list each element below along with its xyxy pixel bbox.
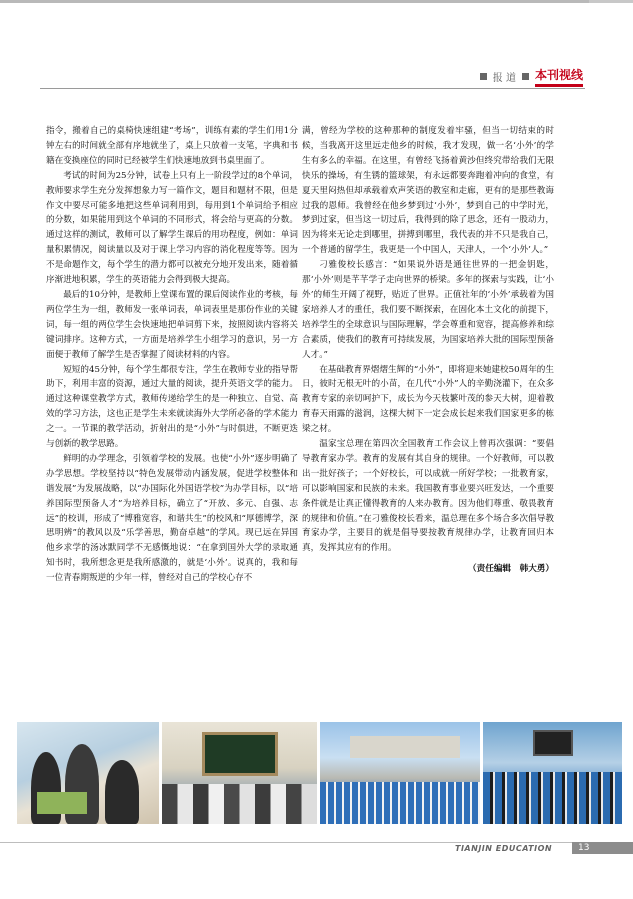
- paragraph: 指令，搬着自己的桌椅快速组建“考场”，训练有素的学生们用1分钟左右的时间就全部有序地就坐了，桌上只放着一支笔，字典和书籍在变换座位的同时已经被学生们快速地放到书桌里面了。: [46, 126, 298, 166]
- photo-classroom: [162, 722, 317, 824]
- corner-mark: [589, 0, 633, 3]
- paragraph: 鲜明的办学理念，引领着学校的发展。也使“小外”逐步明确了办学思想。学校坚持以“特色发展带动内涵发展，促进学校整体和谐发展”为发展战略，以“办国际化外国语学校”为办学目标，以“培养国际型预备人才”为培养目标，确立了“开放、多元、自强、志远”的校训，形成了“博雅宽容，和谐共生”的校风和“厚德博学，深思明辨”的教风以及“乐学善思，勤奋卓越”的学风。现已远在异国他乡求学的汤冰默同学不无感慨地说：“在拿到国外大学的录取通知书时，我所想念更是我所感激的，就是‘小外’。说真的，我和每一位青春期叛逆的少年一样，曾经对自己的学校心存不: [46, 453, 298, 584]
- paragraph: 考试的时间为25分钟，试卷上只有上一阶段学过的8个单词，教师要求学生充分发挥想象力写一篇作文，题目和题材不限，但是作文中要尽可能多地把这些单词利用到，每用到1个单词给予相应的分数，如果能用到这个单词的不同形式，将会给与更高的分数。通过这样的测试，教师可以了解学生课后的用功程度，例如：单词量积累情况，阅读量以及对于课上学习内容的消化程度等等。因为不是命题作文，每个学生的潜力都可以被充分地开发出来，随着循序渐进地积累，学生的英语能力会得到极大提高。: [46, 170, 298, 286]
- photo-students-hall: [483, 722, 622, 824]
- editor-credit: （责任编辑 韩大勇）: [468, 564, 554, 575]
- left-column: [46, 124, 298, 586]
- header-divider: [40, 88, 585, 89]
- paragraph: 短短的45分钟，每个学生都很专注，学生在教师专业的指导帮助下，利用丰富的资源，通过大量的阅读，提升英语文学的能力。通过这种课堂教学方式，教师传递给学生的是一种独立、自觉、高效的学习方法，这也正是学生未来就读海外大学所必备的学术能力之一。一节课的教学活动，折射出的是“小外”与时俱进，不断更迭与创新的教学思路。: [46, 364, 298, 450]
- photo-school-assembly: [320, 722, 480, 824]
- square-icon: [522, 73, 529, 80]
- photo-students-reading: [17, 722, 159, 824]
- paragraph: 刁雅俊校长感言：“如果说外语是通往世界的一把金钥匙，那‘小外’则是芊芊学子走向世界的桥梁。多年的探索与实践，让‘小外’的师生开阔了视野，贴近了世界。正值社年的‘小外’承载着为国家培养人才的重任，我们要不断探索，在固化本土文化的前提下，培养学生的全球意识与国际理解，学会尊重和宽容，提高修养和综合素质，使我们的教育可持续发展，为国家培养大批的国际型预备人才。”: [302, 260, 554, 360]
- right-column: [302, 124, 554, 577]
- section-header: [480, 66, 583, 87]
- section-small-label: 报 道: [492, 73, 516, 84]
- section-title: 本刊视线: [535, 66, 583, 87]
- paragraph: 温家宝总理在第四次全国教育工作会议上曾再次强调：“要倡导教育家办学。教育的发展有其自身的规律。一个好教师，可以教出一批好孩子；一个好校长，可以成就一所好学校；一批教育家，可以影响国家和民族的未来。我国教育事业要兴旺发达，一个重要条件就是让真正懂得教育的人来办教育。因为他们尊重、敬畏教育的规律和价值。”在刁雅俊校长看来，温总理在多个场合多次倡导教育家办学，主要目的就是倡导要按教育规律办学，让教育回归本真，发挥其应有的作用。: [302, 439, 554, 554]
- magazine-name: TIANJIN EDUCATION: [455, 844, 553, 853]
- page-number: 13: [578, 843, 590, 853]
- top-rule: [0, 0, 633, 3]
- square-icon: [480, 73, 487, 80]
- footer-rule: [0, 842, 572, 843]
- paragraph: 在基础教育界熠熠生辉的“小外”，即将迎来她建校50周年的生日，彼时无根无叶的小苗，在几代“小外”人的辛勤浇灌下，在众多教育专家的亲切呵护下，成长为今天枝繁叶茂的参天大树，迎着教育春天雨露的滋润，这棵大树下一定会成长起来我们国家更多的栋梁之材。: [302, 364, 554, 435]
- paragraph: 满，曾经为学校的这种那种的制度发着牢骚，但当一切结束的时候，当我离开这里远走他乡的时候，我才发现，做一名‘小外’的学生有多么的幸福。在这里，有曾经飞扬着黄沙但终究带给我们无限快乐的操场，有生锈的篮球架，有永远都要奔跑着冲向的食堂，有夏天里闷热但却承载着欢声笑语的教室和走廊，更有的是那些教诲过我的恩师。我曾经在他乡梦到过‘小外’，梦到自己的中学时光，梦到过家，但当这一切过后，我得到的除了思念，还有一股动力，因为将来无论走到哪里，拼搏到哪里，我代表的并不只是我自己，一个普通的留学生，我更是一个中国人，天津人，一个‘小外’人。”: [302, 126, 554, 256]
- photo-strip: [17, 722, 622, 824]
- paragraph: 最后的10分钟，是教师上堂课布置的课后阅读作业的考核，每两位学生为一组，教师发一张单词表，单词表里是那份作业的关键词，每一组的两位学生会快速地把单词剪下来，按照阅读内容将关键词排序。这种方式，一方面是培养学生小组学习的意识，另一方面便于教师了解学生是否掌握了阅读材料的内容。: [46, 289, 298, 360]
